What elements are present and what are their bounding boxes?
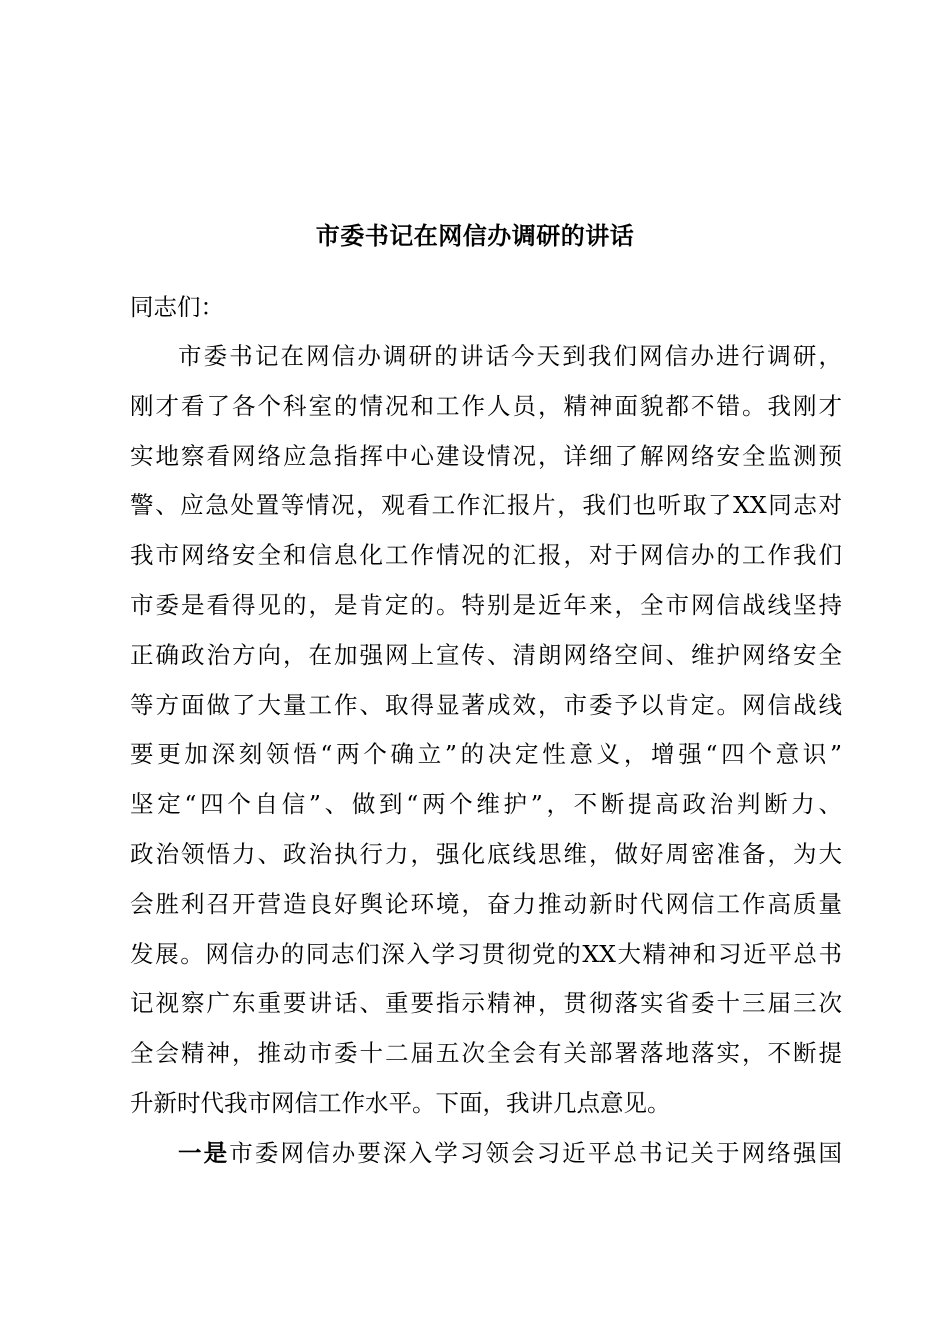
text-line: 刚才看了各个科室的情况和工作人员，精神面貌都不错。我刚才 xyxy=(130,391,842,420)
text-line: 市委是看得见的，是肯定的。特别是近年来，全市网信战线坚持 xyxy=(130,590,842,619)
text-line: 记视察广东重要讲话、重要指示精神，贯彻落实省委十三届三次 xyxy=(130,989,842,1018)
text-line: 正确政治方向，在加强网上宣传、清朗网络空间、维护网络安全 xyxy=(130,640,842,669)
text-line: 要更加深刻领悟“两个确立”的决定性意义，增强“四个意识” xyxy=(130,740,842,769)
text-line: 会胜利召开营造良好舆论环境，奋力推动新时代网信工作高质量 xyxy=(130,889,842,918)
point-text: 市委网信办要深入学习领会习近平总书记关于网络强国 xyxy=(229,1138,843,1167)
text-line: 警、应急处置等情况，观看工作汇报片，我们也听取了XX同志对 xyxy=(130,491,842,520)
text-line: 等方面做了大量工作、取得显著成效，市委予以肯定。网信战线 xyxy=(130,690,842,719)
text-line: 坚定“四个自信”、做到“两个维护”，不断提高政治判断力、 xyxy=(130,790,842,819)
point-lead: 一是 xyxy=(178,1138,230,1167)
salutation: 同志们： xyxy=(130,293,224,321)
text-line: 我市网络安全和信息化工作情况的汇报，对于网信办的工作我们 xyxy=(130,541,842,570)
text-line: 发展。网信办的同志们深入学习贯彻党的XX大精神和习近平总书 xyxy=(130,939,842,968)
paragraph-1 xyxy=(130,340,842,1137)
text-line: 政治领悟力、政治执行力，强化底线思维，做好周密准备，为大 xyxy=(130,839,842,868)
text-line: 升新时代我市网信工作水平。下面，我讲几点意见。 xyxy=(130,1088,671,1117)
paragraph-2 xyxy=(130,1137,842,1187)
text-line: 市委书记在网信办调研的讲话今天到我们网信办进行调研， xyxy=(178,342,842,370)
text-line: 实地察看网络应急指挥中心建设情况，详细了解网络安全监测预 xyxy=(130,441,842,470)
document-title: 市委书记在网信办调研的讲话 xyxy=(315,221,635,250)
document-body xyxy=(130,340,842,1187)
text-line: 全会精神，推动市委十二届五次全会有关部署落地落实，不断提 xyxy=(130,1039,842,1068)
